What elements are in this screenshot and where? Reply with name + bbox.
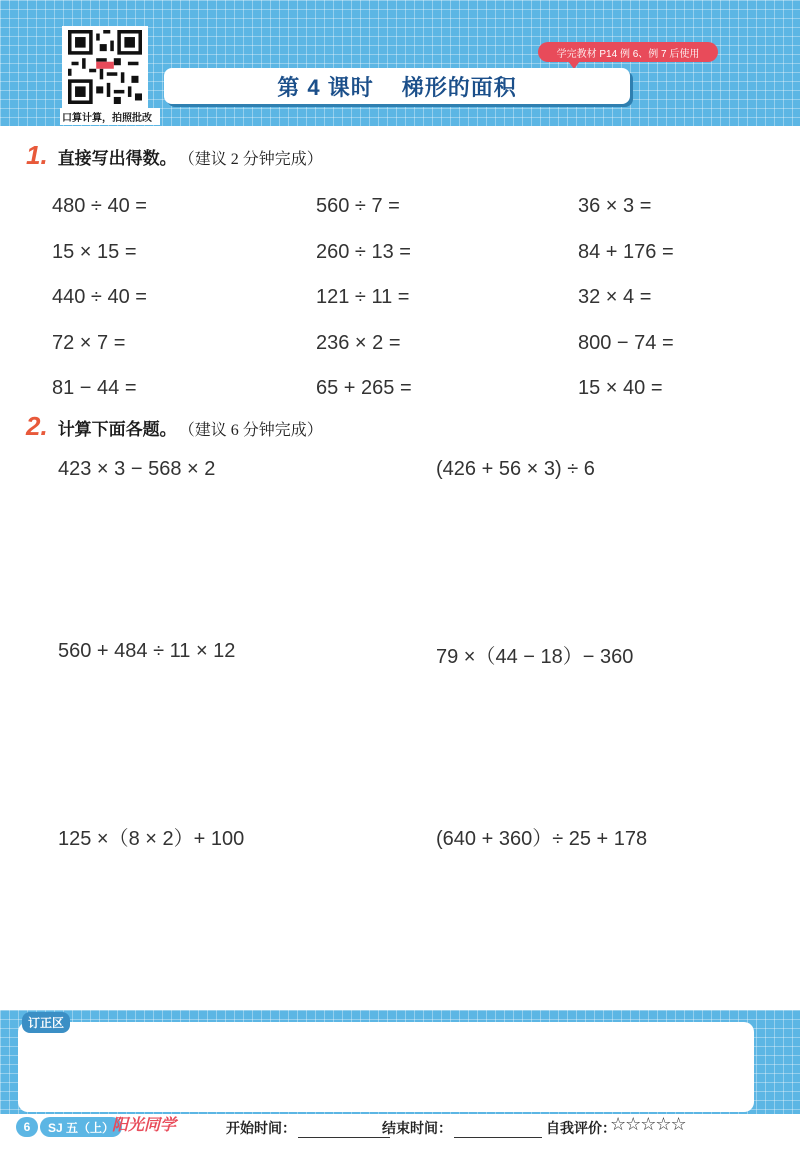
qr-caption: 口算计算，拍照批改 [60, 108, 160, 125]
calc-problem: (426 + 56 × 3) ÷ 6 [436, 458, 595, 480]
brand-logo: 阳光同学 [112, 1117, 177, 1134]
correction-label: 订正区 [22, 1012, 70, 1033]
lesson-title: 梯形的面积 [401, 74, 517, 100]
start-time-input[interactable] [298, 1122, 390, 1138]
oral-problem: 65 + 265 = [316, 377, 412, 400]
section-1-number: 1. [26, 140, 48, 170]
end-time-field [382, 1118, 542, 1138]
oral-problem: 800 − 74 = [578, 331, 674, 354]
lesson-title-banner [164, 68, 630, 104]
oral-row [52, 275, 752, 321]
oral-row [52, 230, 752, 276]
calc-problem: 79 ×（44 − 18）− 360 [436, 646, 634, 668]
oral-row [52, 321, 752, 367]
oral-row [52, 184, 752, 230]
grade-badge: SJ 五（上） [40, 1117, 122, 1137]
oral-problem: 32 × 4 = [578, 286, 652, 309]
self-eval-field [546, 1118, 616, 1138]
end-time-input[interactable] [454, 1122, 542, 1138]
calc-row [58, 640, 758, 669]
oral-problem: 121 ÷ 11 = [316, 286, 410, 309]
correction-area[interactable] [18, 1022, 754, 1112]
calc-problem: 423 × 3 − 568 × 2 [58, 458, 216, 480]
qr-code[interactable] [62, 26, 148, 108]
star-rating[interactable]: ☆☆☆☆☆ [610, 1114, 686, 1134]
calc-problem: 560 + 484 ÷ 11 × 12 [58, 640, 236, 662]
oral-problem: 15 × 40 = [578, 377, 663, 400]
oral-calculation-grid [52, 184, 752, 412]
oral-problem: 72 × 7 = [52, 331, 126, 354]
calc-problem: 125 ×（8 × 2）+ 100 [58, 828, 245, 850]
usage-tag: 学完教材 P14 例 6、例 7 后使用 [538, 42, 718, 62]
page-number: 6 [16, 1117, 38, 1137]
section-2-number: 2. [26, 411, 48, 441]
section-2-title: 计算下面各题。 [57, 420, 177, 439]
section-1-heading [26, 140, 323, 171]
calc-problem: (640 + 360）÷ 25 + 178 [436, 828, 648, 850]
oral-problem: 440 ÷ 40 = [52, 286, 147, 309]
oral-problem: 36 × 3 = [578, 195, 652, 218]
oral-problem: 260 ÷ 13 = [316, 240, 411, 263]
section-1-hint: （建议 2 分钟完成） [178, 151, 323, 168]
lesson-label: 第 4 课时 [277, 74, 374, 100]
oral-problem: 236 × 2 = [316, 331, 401, 354]
oral-problem: 15 × 15 = [52, 240, 137, 263]
self-eval-label: 自我评价： [546, 1120, 616, 1136]
calc-row [58, 458, 758, 481]
oral-problem: 81 − 44 = [52, 377, 137, 400]
qr-code-icon [66, 30, 144, 104]
oral-problem: 480 ÷ 40 = [52, 195, 147, 218]
section-2-heading [26, 411, 323, 442]
start-time-field [226, 1118, 390, 1138]
oral-problem: 84 + 176 = [578, 240, 674, 263]
oral-problem: 560 ÷ 7 = [316, 195, 400, 218]
oral-row [52, 366, 752, 412]
end-time-label: 结束时间： [382, 1120, 452, 1136]
start-time-label: 开始时间： [226, 1120, 296, 1136]
section-2-hint: （建议 6 分钟完成） [178, 422, 323, 439]
calc-row [58, 822, 758, 851]
section-1-title: 直接写出得数。 [57, 149, 177, 168]
